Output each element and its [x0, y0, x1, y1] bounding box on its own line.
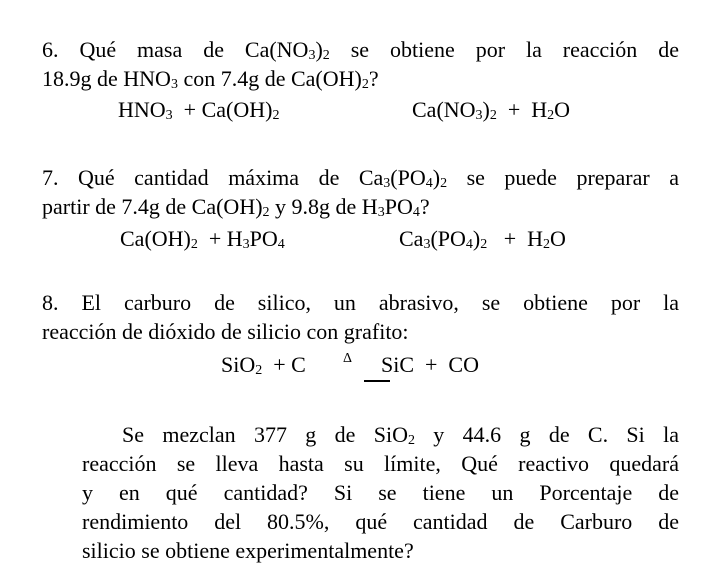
- q6-line-2: 18.9g de $HNO_3$ con 7.4g de $Ca(OH)_2$?: [42, 66, 379, 92]
- question-8: [42, 288, 679, 346]
- q7-equation-reactants: $Ca(OH)_2 + H_3PO_4$: [120, 226, 285, 252]
- q7-line-2: partir de 7.4g de $Ca(OH)_2$ y 9.8g de $H_3PO_4$?: [42, 194, 430, 220]
- question-7: [42, 163, 679, 221]
- q7-equation-products: $Ca_3(PO_4)_2 + H_2O$: [399, 226, 566, 252]
- p9-line-1: Se mezclan 377 g de SiO$_2$ y 44.6 g de C. Si la: [122, 422, 679, 448]
- q8-equation-reactants: SiO$_2$ + C: [221, 352, 306, 378]
- p9-line-2: reacción se lleva hasta su límite, Qué reactivo quedará: [82, 451, 679, 476]
- p9-line-4: rendimiento del 80.5%, qué cantidad de Carburo de: [82, 509, 679, 534]
- p9-line-5: silicio se obtiene experimentalmente?: [82, 538, 414, 563]
- q8-line-1: 8. El carburo de silico, un abrasivo, se obtiene por la: [42, 290, 679, 315]
- q6-equation-reactants: $HNO_3 + Ca(OH)_2$: [118, 97, 280, 123]
- q8-line-2: reacción de dióxido de silicio con grafito:: [42, 319, 409, 344]
- question-6: [42, 35, 679, 93]
- reaction-arrow: [364, 380, 390, 382]
- question-8-followup: [82, 420, 679, 565]
- heat-delta-symbol: Δ: [343, 351, 353, 366]
- q6-equation-products: $Ca(NO_3)_2 + H_2O$: [412, 97, 571, 123]
- q6-line-1: 6. Qué masa de $Ca(NO_3)_2$ se obtiene por la reacción de: [42, 37, 679, 63]
- q7-line-1: 7. Qué cantidad máxima de $Ca_3(PO_4)_2$ se puede preparar a: [42, 165, 679, 191]
- q8-equation-products: SiC + CO: [381, 352, 479, 377]
- p9-line-3: y en qué cantidad? Si se tiene un Porcentaje de: [82, 480, 679, 505]
